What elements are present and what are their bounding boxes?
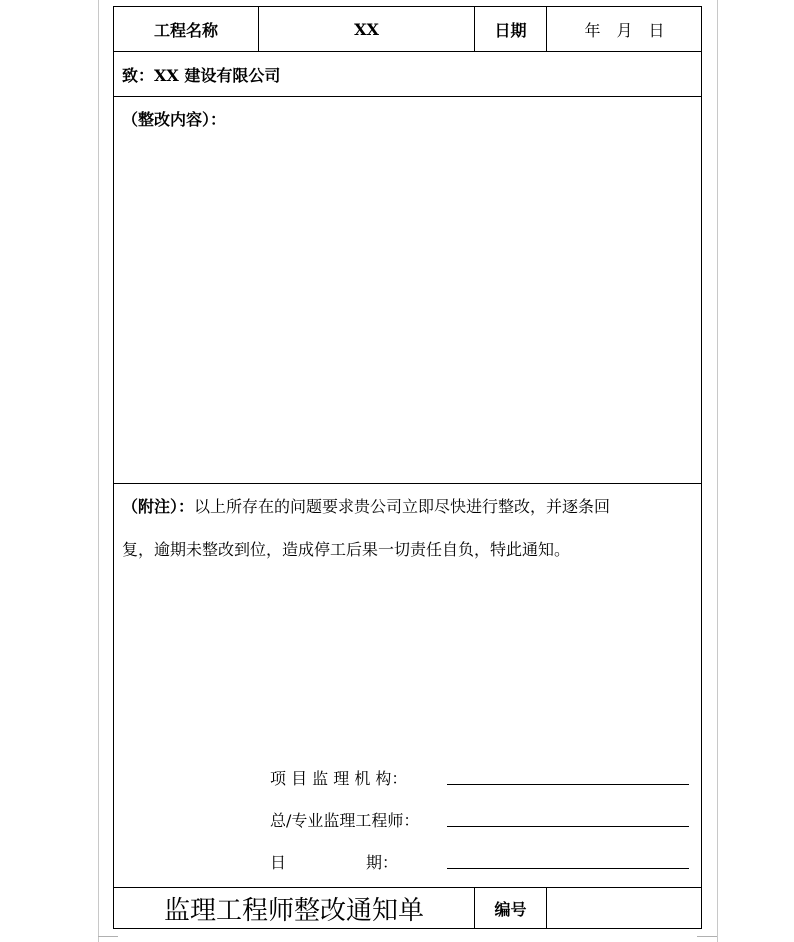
recipient-text[interactable]: 致：XX 建设有限公司 (122, 65, 281, 85)
date-label: 日期 (494, 20, 527, 40)
number-label: 编号 (494, 899, 527, 919)
signature-date-line[interactable] (447, 868, 689, 869)
supervising-engineer-label: 总/专业监理工程师： (270, 811, 420, 830)
date-value[interactable]: 年 月 日 (584, 20, 665, 40)
note-label: （附注）： (122, 497, 195, 516)
corner-mark (98, 936, 118, 937)
project-name-value[interactable]: XX (354, 19, 379, 39)
note-text-line2: 复，逾期未整改到位，造成停工后果一切责任自负，特此通知。 (122, 540, 571, 559)
page-edge-right (717, 0, 718, 942)
footer-row (114, 888, 701, 928)
note-text: 以上所存在的问题要求贵公司立即尽快进行整改，并逐条回 (194, 497, 611, 516)
rectification-notice-form (113, 6, 702, 929)
form-title: 监理工程师整改通知单 (163, 895, 424, 926)
project-name-label: 工程名称 (153, 20, 218, 40)
note-text-line1 (122, 494, 610, 517)
number-value[interactable] (547, 888, 702, 928)
signature-date-label: 日 期： (270, 853, 399, 872)
supervision-org-label: 项 目 监 理 机 构： (270, 769, 408, 788)
page-edge-left (98, 0, 99, 942)
content-label: （整改内容）： (122, 110, 227, 129)
supervision-org-line[interactable] (447, 784, 689, 785)
supervising-engineer-line[interactable] (447, 826, 689, 827)
corner-mark (697, 936, 717, 937)
content-row (114, 97, 701, 484)
note-row (114, 484, 701, 888)
recipient-row (114, 52, 701, 97)
header-row (114, 7, 701, 52)
